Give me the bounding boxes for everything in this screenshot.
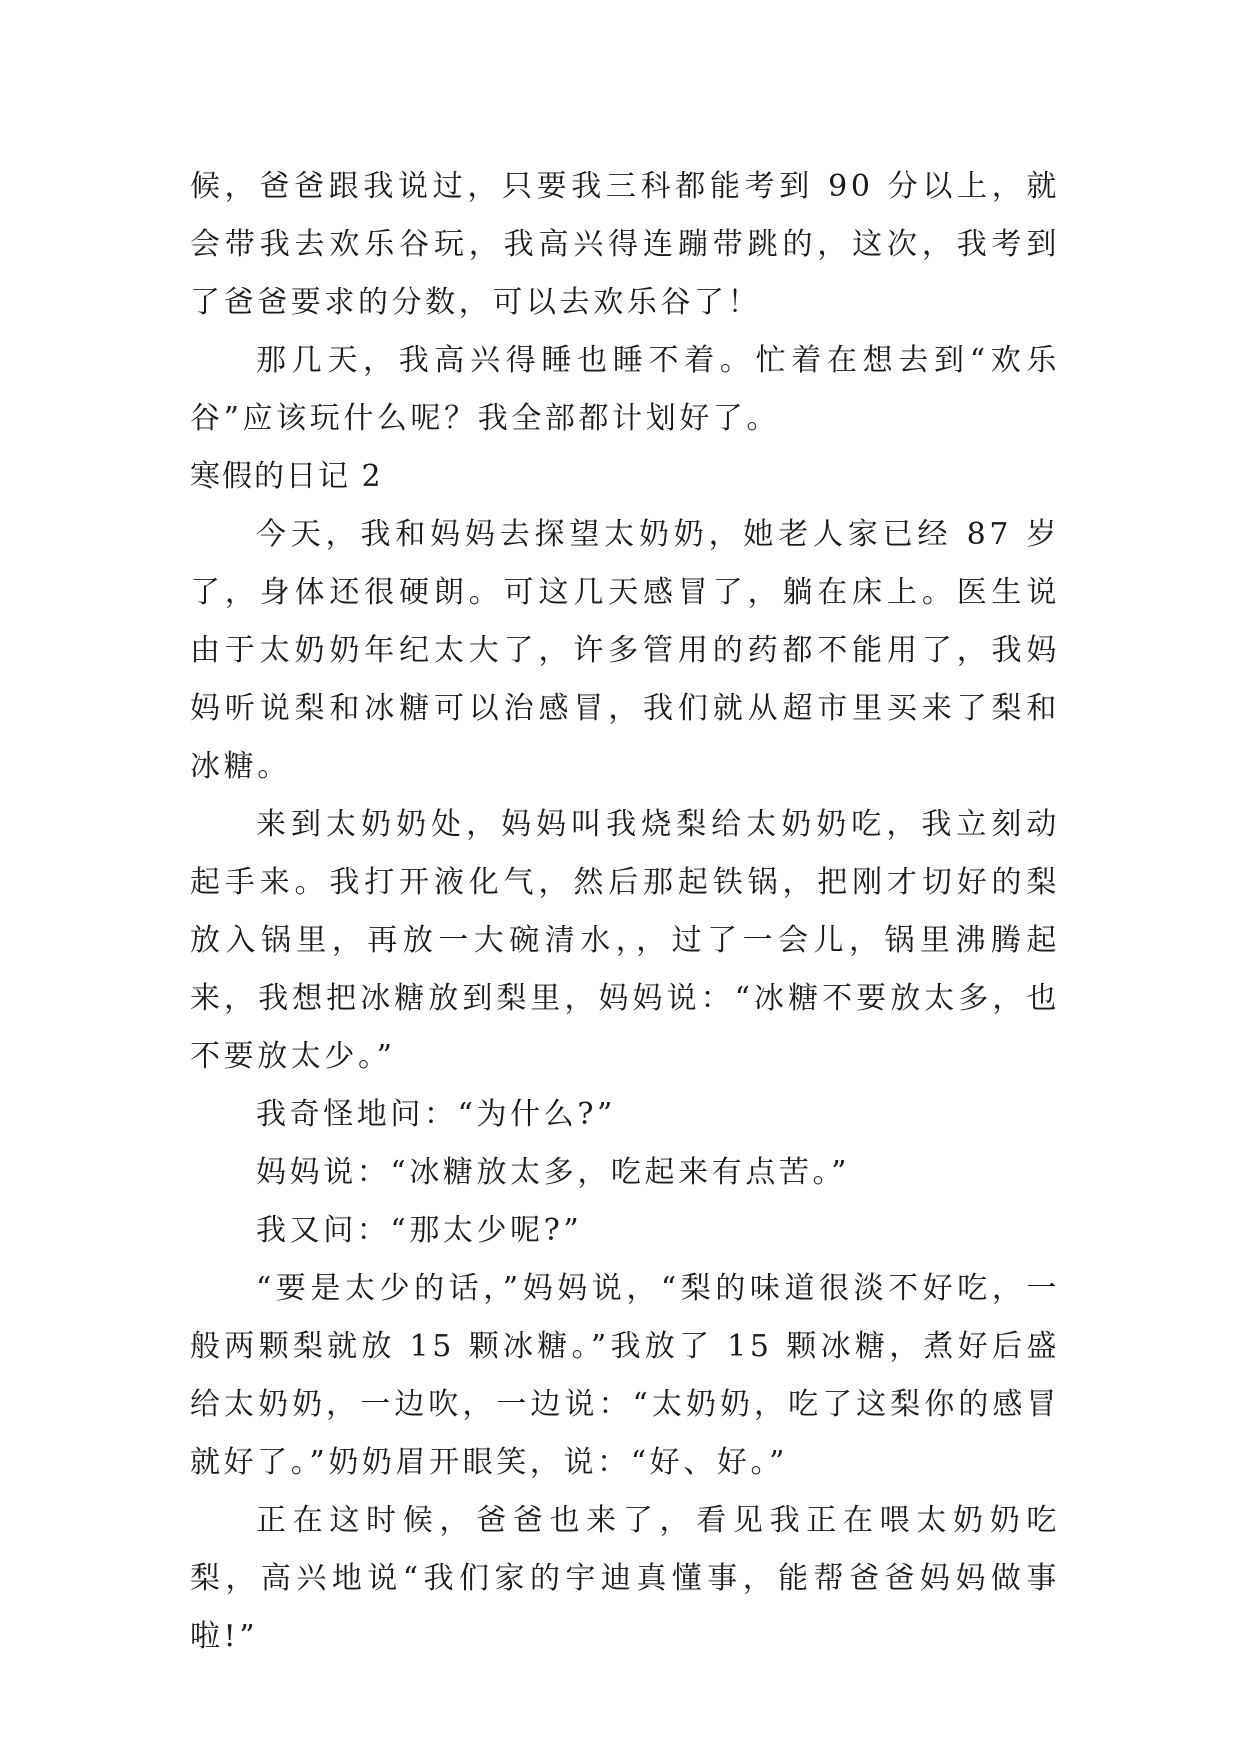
paragraph: 今天，我和妈妈去探望太奶奶，她老人家已经 87 岁了，身体还很硬朗。可这几天感冒了，躺在床上。医生说由于太奶奶年纪太大了，许多管用的药都不能用了，我妈妈听说梨和冰糖可以治感冒，我们就从超市里买来了梨和冰糖。 bbox=[190, 517, 1060, 784]
paragraph: 正在这时候，爸爸也来了，看见我正在喂太奶奶吃梨，高兴地说“我们家的宇迪真懂事，能帮爸爸妈妈做事啦!” bbox=[190, 1503, 1060, 1654]
dialogue-line: 我奇怪地问：“为什么?” bbox=[256, 1097, 616, 1132]
paragraph: “要是太少的话，”妈妈说，“梨的味道很淡不好吃，一般两颗梨就放 15 颗冰糖。”我放了 15 颗冰糖，煮好后盛给太奶奶，一边吹，一边说：“太奶奶，吃了这梨你的感冒就好了。”奶奶眉开眼笑，说：“好、好。” bbox=[190, 1271, 1060, 1480]
paragraph-continued: 候，爸爸跟我说过，只要我三科都能考到 90 分以上，就会带我去欢乐谷玩，我高兴得连蹦带跳的，这次，我考到了爸爸要求的分数，可以去欢乐谷了！ bbox=[190, 169, 1060, 320]
paragraph: 来到太奶奶处，妈妈叫我烧梨给太奶奶吃，我立刻动起手来。我打开液化气，然后那起铁锅，把刚才切好的梨放入锅里，再放一大碗清水，，过了一会儿，锅里沸腾起来，我想把冰糖放到梨里，妈妈说：“冰糖不要放太多，也不要放太少。” bbox=[190, 807, 1060, 1074]
section-heading: 寒假的日记 2 bbox=[190, 459, 383, 494]
dialogue-line: 我又问：“那太少呢?” bbox=[256, 1213, 583, 1248]
paragraph: 那几天，我高兴得睡也睡不着。忙着在想去到“欢乐谷”应该玩什么呢？我全部都计划好了。 bbox=[190, 343, 1060, 436]
document-body bbox=[190, 158, 1060, 1666]
dialogue-line: 妈妈说：“冰糖放太多，吃起来有点苦。” bbox=[256, 1155, 851, 1190]
